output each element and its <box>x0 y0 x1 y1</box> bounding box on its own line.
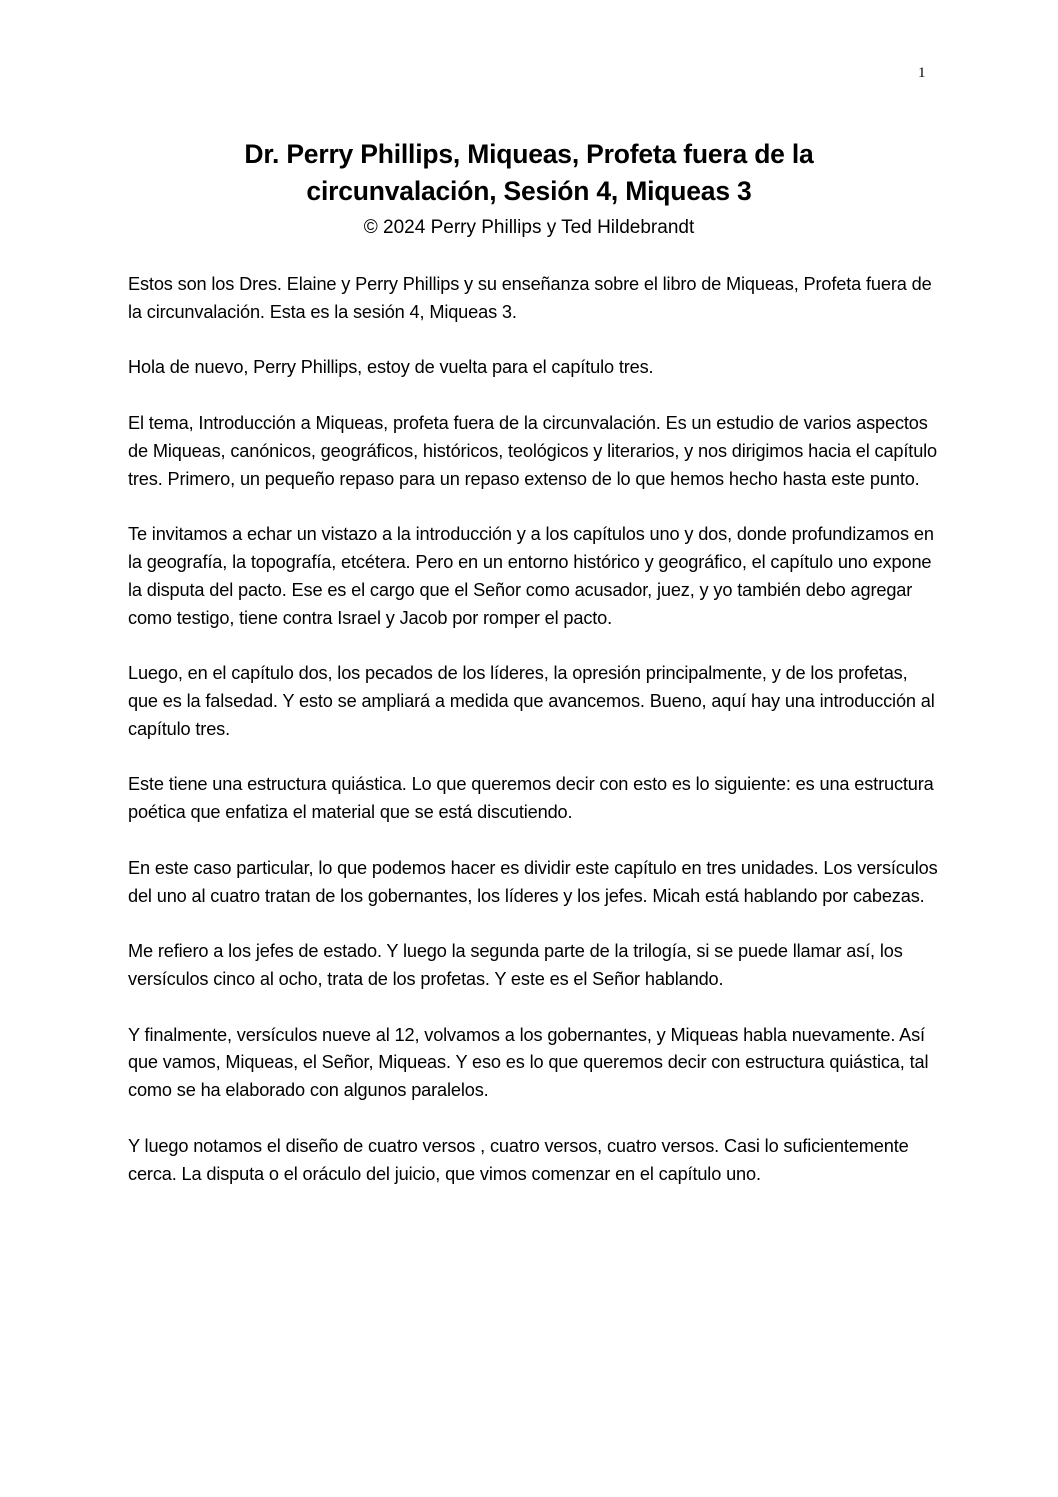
paragraph-4: Te invitamos a echar un vistazo a la introducción y a los capítulos uno y dos, donde profundizamos en la geografía, la topografía, etcétera. Pero en un entorno histórico y geográfico, el capítulo uno expone la disputa del pacto. Ese es el cargo que el Señor como acusador, juez, y yo también debo agregar como testigo, tiene contra Israel y Jacob por romper el pacto. <box>128 524 934 628</box>
document-title <box>100 136 958 210</box>
paragraph-5: Luego, en el capítulo dos, los pecados de los líderes, la opresión principalmente, y de los profetas, que es la falsedad. Y esto se ampliará a medida que avancemos. Bueno, aquí hay una introducción al capítulo tres. <box>128 663 935 739</box>
paragraph-8: Me refiero a los jefes de estado. Y luego la segunda parte de la trilogía, si se puede llamar así, los versículos cinco al ocho, trata de los profetas. Y este es el Señor hablando. <box>128 941 903 989</box>
paragraph-2: Hola de nuevo, Perry Phillips, estoy de vuelta para el capítulo tres. <box>128 357 654 378</box>
paragraph-10: Y luego notamos el diseño de cuatro versos , cuatro versos, cuatro versos. Casi lo suficientemente cerca. La disputa o el oráculo del juicio, que vimos comenzar en el capítulo uno. <box>128 1135 909 1184</box>
paragraph-9: Y finalmente, versículos nueve al 12, volvamos a los gobernantes, y Miqueas habla nuevamente. Así que vamos, Miqueas, el Señor, Miqueas. Y eso es lo que queremos decir con estructura quiástica, tal como se ha elaborado con algunos paralelos. <box>128 1024 929 1101</box>
paragraph-7: En este caso particular, lo que podemos hacer es dividir este capítulo en tres unidades. Los versículos del uno al cuatro tratan de los gobernantes, los líderes y los jefes. Micah está hablando por cabezas. <box>128 857 938 906</box>
copyright-notice: © 2024 Perry Phillips y Ted Hildebrandt <box>363 217 695 238</box>
title-line-2: circunvalación, Sesión 4, Miqueas 3 <box>306 176 752 206</box>
page-number: 1 <box>918 65 926 81</box>
paragraph-3: El tema, Introducción a Miqueas, profeta fuera de la circunvalación. Es un estudio de varios aspectos de Miqueas, canónicos, geográficos, históricos, teológicos y literarios, y nos dirigimos hacia el capítulo tres. Primero, un pequeño repaso para un repaso extenso de lo que hemos hecho hasta este punto. <box>128 412 938 489</box>
paragraph-6: Este tiene una estructura quiástica. Lo que queremos decir con esto es lo siguiente: es una estructura poética que enfatiza el material que se está discutiendo. <box>128 774 934 823</box>
title-line-1: Dr. Perry Phillips, Miqueas, Profeta fuera de la <box>244 139 814 169</box>
document-body <box>128 271 940 1216</box>
paragraph-1: Estos son los Dres. Elaine y Perry Phillips y su enseñanza sobre el libro de Miqueas, Profeta fuera de la circunvalación. Esta es la sesión 4, Miqueas 3. <box>128 274 932 322</box>
